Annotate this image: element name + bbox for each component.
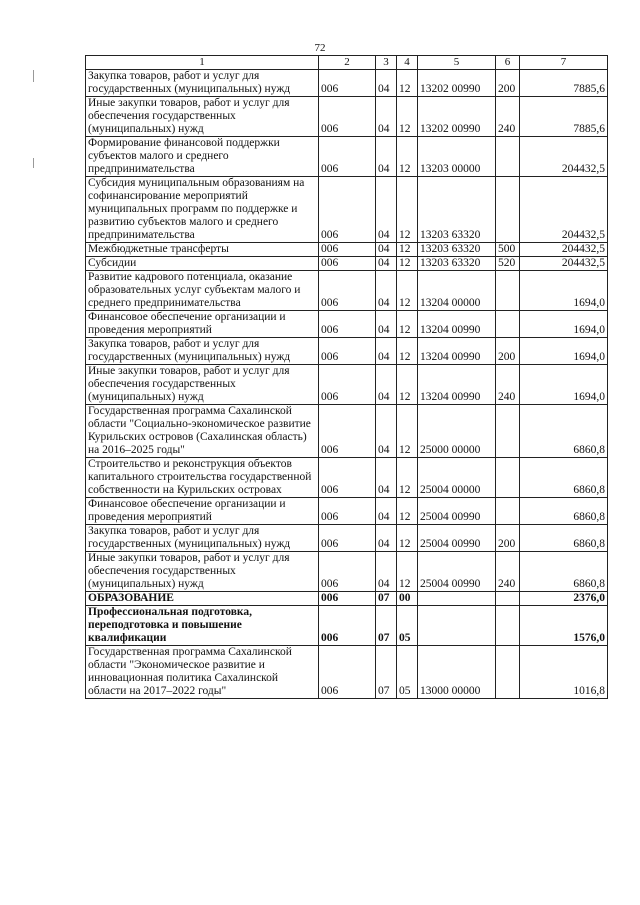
- row-code-expense-type: 200: [496, 338, 520, 365]
- row-code-target: 13202 00990: [418, 97, 496, 137]
- table-row: [86, 338, 608, 365]
- row-name: Финансовое обеспечение организации и проведения мероприятий: [86, 311, 319, 338]
- row-amount: 6860,8: [520, 552, 608, 592]
- row-code-target: 13203 63320: [418, 243, 496, 257]
- row-code-ministry: 006: [319, 338, 376, 365]
- row-code-target: 13204 00990: [418, 338, 496, 365]
- table-row: [86, 592, 608, 606]
- row-name: Строительство и реконструкция объектов капитального строительства государственной собственности на Курильских островах: [86, 458, 319, 498]
- row-amount: 6860,8: [520, 498, 608, 525]
- row-code-expense-type: [496, 592, 520, 606]
- column-header-row: [86, 56, 608, 70]
- row-name: Формирование финансовой поддержки субъектов малого и среднего предпринимательства: [86, 137, 319, 177]
- row-code-section: 07: [376, 646, 397, 699]
- row-code-ministry: 006: [319, 137, 376, 177]
- row-code-section: 04: [376, 525, 397, 552]
- row-code-section: 04: [376, 498, 397, 525]
- row-code-subsection: 12: [397, 458, 418, 498]
- column-header: 5: [418, 56, 496, 70]
- table-row: [86, 458, 608, 498]
- row-code-section: 04: [376, 137, 397, 177]
- row-amount: 6860,8: [520, 458, 608, 498]
- row-amount: 204432,5: [520, 257, 608, 271]
- row-code-ministry: 006: [319, 365, 376, 405]
- table-row: [86, 177, 608, 243]
- row-code-target: 25004 00990: [418, 498, 496, 525]
- column-header: 2: [319, 56, 376, 70]
- row-code-expense-type: 200: [496, 70, 520, 97]
- row-code-target: 25004 00000: [418, 458, 496, 498]
- row-name: Государственная программа Сахалинской области "Социально-экономическое развитие Курильских островов (Сахалинская область) на 2016–2025 годы": [86, 405, 319, 458]
- column-header: 4: [397, 56, 418, 70]
- row-code-subsection: 12: [397, 405, 418, 458]
- table-row: [86, 70, 608, 97]
- row-code-target: 13204 00000: [418, 271, 496, 311]
- row-code-ministry: 006: [319, 458, 376, 498]
- scan-mark: [33, 70, 34, 82]
- row-code-section: 07: [376, 606, 397, 646]
- row-code-section: 04: [376, 552, 397, 592]
- row-amount: 1694,0: [520, 365, 608, 405]
- column-header: 1: [86, 56, 319, 70]
- row-code-target: 13203 00000: [418, 137, 496, 177]
- row-amount: 6860,8: [520, 525, 608, 552]
- row-name: Государственная программа Сахалинской области "Экономическое развитие и инновационная политика Сахалинской области на 2017–2022 годы": [86, 646, 319, 699]
- row-name: Закупка товаров, работ и услуг для государственных (муниципальных) нужд: [86, 525, 319, 552]
- row-code-target: 25000 00000: [418, 405, 496, 458]
- row-code-expense-type: [496, 458, 520, 498]
- row-code-ministry: 006: [319, 177, 376, 243]
- table-row: [86, 606, 608, 646]
- row-amount: 7885,6: [520, 97, 608, 137]
- column-header: 6: [496, 56, 520, 70]
- table-row: [86, 646, 608, 699]
- row-code-expense-type: [496, 271, 520, 311]
- row-code-subsection: 12: [397, 177, 418, 243]
- row-code-ministry: 006: [319, 552, 376, 592]
- table-row: [86, 243, 608, 257]
- row-code-subsection: 05: [397, 646, 418, 699]
- row-code-subsection: 12: [397, 243, 418, 257]
- row-amount: 1694,0: [520, 271, 608, 311]
- row-code-expense-type: [496, 498, 520, 525]
- row-amount: 204432,5: [520, 177, 608, 243]
- page-number: 72: [314, 42, 326, 54]
- row-code-ministry: 006: [319, 525, 376, 552]
- row-code-section: 04: [376, 405, 397, 458]
- row-code-target: 13203 63320: [418, 257, 496, 271]
- row-code-subsection: 12: [397, 338, 418, 365]
- row-code-section: 04: [376, 311, 397, 338]
- row-code-subsection: 12: [397, 498, 418, 525]
- row-code-subsection: 12: [397, 552, 418, 592]
- row-code-expense-type: [496, 405, 520, 458]
- row-code-target: 13203 63320: [418, 177, 496, 243]
- row-code-subsection: 00: [397, 592, 418, 606]
- row-name: Финансовое обеспечение организации и проведения мероприятий: [86, 498, 319, 525]
- row-code-subsection: 12: [397, 97, 418, 137]
- row-code-ministry: 006: [319, 646, 376, 699]
- row-code-expense-type: [496, 177, 520, 243]
- row-name: Иные закупки товаров, работ и услуг для обеспечения государственных (муниципальных) нужд: [86, 365, 319, 405]
- row-code-ministry: 006: [319, 97, 376, 137]
- row-name: Субсидии: [86, 257, 319, 271]
- table-row: [86, 498, 608, 525]
- row-amount: 1576,0: [520, 606, 608, 646]
- table-row: [86, 405, 608, 458]
- row-code-expense-type: 520: [496, 257, 520, 271]
- row-code-ministry: 006: [319, 405, 376, 458]
- table-row: [86, 257, 608, 271]
- row-code-expense-type: [496, 606, 520, 646]
- table-row: [86, 137, 608, 177]
- row-name: Иные закупки товаров, работ и услуг для обеспечения государственных (муниципальных) нужд: [86, 552, 319, 592]
- scan-mark: [33, 158, 34, 168]
- row-code-target: [418, 606, 496, 646]
- row-code-ministry: 006: [319, 606, 376, 646]
- row-code-subsection: 12: [397, 70, 418, 97]
- row-code-section: 04: [376, 97, 397, 137]
- table-row: [86, 271, 608, 311]
- row-code-ministry: 006: [319, 243, 376, 257]
- row-code-ministry: 006: [319, 70, 376, 97]
- row-name: Межбюджетные трансферты: [86, 243, 319, 257]
- row-name: Закупка товаров, работ и услуг для государственных (муниципальных) нужд: [86, 70, 319, 97]
- row-amount: 7885,6: [520, 70, 608, 97]
- row-code-section: 04: [376, 458, 397, 498]
- row-code-section: 04: [376, 177, 397, 243]
- row-code-target: 25004 00990: [418, 525, 496, 552]
- row-code-expense-type: 240: [496, 365, 520, 405]
- row-code-target: [418, 592, 496, 606]
- row-code-section: 04: [376, 338, 397, 365]
- row-code-section: 04: [376, 70, 397, 97]
- row-code-subsection: 12: [397, 525, 418, 552]
- row-code-ministry: 006: [319, 257, 376, 271]
- row-code-target: 13204 00990: [418, 365, 496, 405]
- table-row: [86, 311, 608, 338]
- row-amount: 1694,0: [520, 311, 608, 338]
- table-row: [86, 365, 608, 405]
- table-row: [86, 97, 608, 137]
- row-code-target: 13000 00000: [418, 646, 496, 699]
- column-header: 3: [376, 56, 397, 70]
- row-name: Закупка товаров, работ и услуг для государственных (муниципальных) нужд: [86, 338, 319, 365]
- row-code-ministry: 006: [319, 271, 376, 311]
- row-code-section: 04: [376, 243, 397, 257]
- row-code-expense-type: 500: [496, 243, 520, 257]
- row-name: Субсидия муниципальным образованиям на софинансирование мероприятий муниципальных программ по поддержке и развитию субъектов малого и среднего предпринимательства: [86, 177, 319, 243]
- row-name: Иные закупки товаров, работ и услуг для обеспечения государственных (муниципальных) нужд: [86, 97, 319, 137]
- row-name: ОБРАЗОВАНИЕ: [86, 592, 319, 606]
- row-code-expense-type: [496, 311, 520, 338]
- row-code-section: 04: [376, 257, 397, 271]
- row-amount: 204432,5: [520, 243, 608, 257]
- row-amount: 1016,8: [520, 646, 608, 699]
- row-code-expense-type: 240: [496, 97, 520, 137]
- row-code-expense-type: 240: [496, 552, 520, 592]
- row-code-subsection: 12: [397, 137, 418, 177]
- row-code-ministry: 006: [319, 498, 376, 525]
- budget-table: [85, 55, 608, 699]
- row-amount: 1694,0: [520, 338, 608, 365]
- row-amount: 2376,0: [520, 592, 608, 606]
- row-code-target: 13202 00990: [418, 70, 496, 97]
- row-code-subsection: 12: [397, 257, 418, 271]
- row-amount: 6860,8: [520, 405, 608, 458]
- row-code-subsection: 12: [397, 311, 418, 338]
- row-code-section: 04: [376, 365, 397, 405]
- row-code-expense-type: 200: [496, 525, 520, 552]
- row-code-target: 13204 00990: [418, 311, 496, 338]
- column-header: 7: [520, 56, 608, 70]
- row-code-section: 07: [376, 592, 397, 606]
- row-name: Развитие кадрового потенциала, оказание образовательных услуг субъектам малого и среднего предпринимательства: [86, 271, 319, 311]
- row-code-subsection: 12: [397, 271, 418, 311]
- row-code-ministry: 006: [319, 311, 376, 338]
- row-name: Профессиональная подготовка, переподготовка и повышение квалификации: [86, 606, 319, 646]
- row-code-subsection: 12: [397, 365, 418, 405]
- row-code-expense-type: [496, 646, 520, 699]
- row-code-target: 25004 00990: [418, 552, 496, 592]
- table-row: [86, 552, 608, 592]
- table-row: [86, 525, 608, 552]
- row-amount: 204432,5: [520, 137, 608, 177]
- row-code-section: 04: [376, 271, 397, 311]
- row-code-subsection: 05: [397, 606, 418, 646]
- row-code-expense-type: [496, 137, 520, 177]
- row-code-ministry: 006: [319, 592, 376, 606]
